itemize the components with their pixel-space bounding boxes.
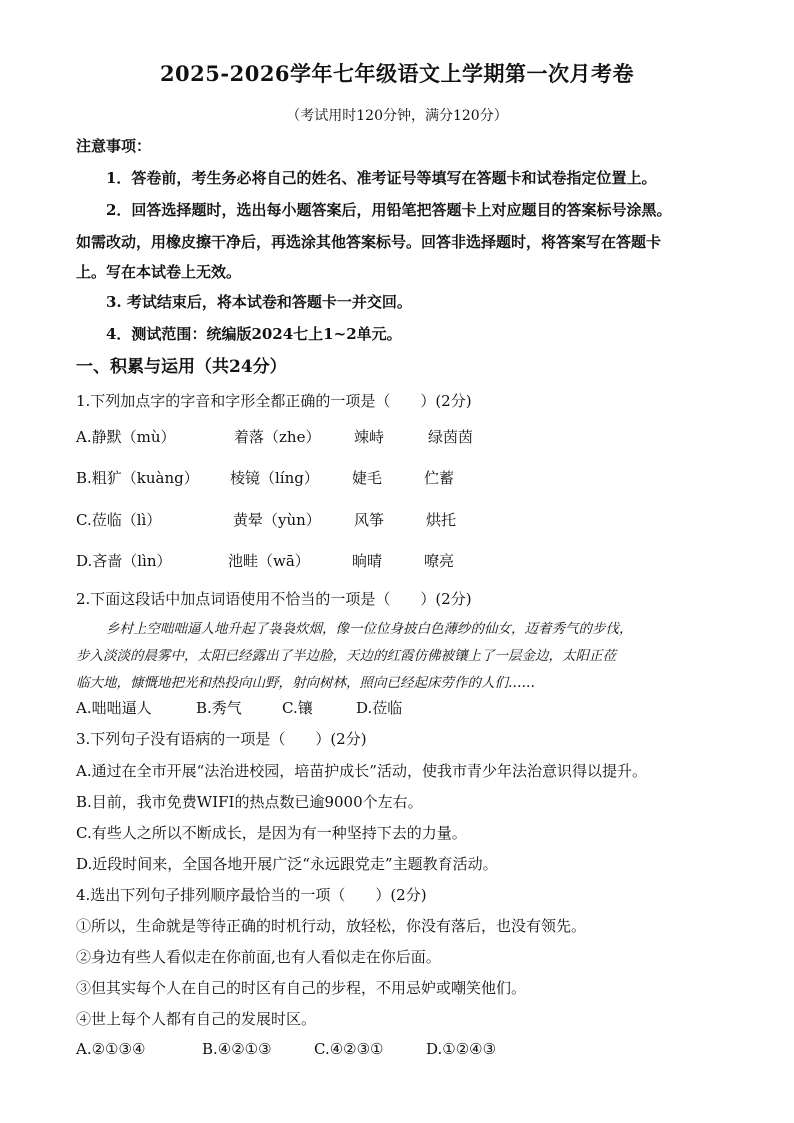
- question-3-option-a: A.通过在全市开展“法治进校园，培苗护成长”活动，使我市青少年法治意识得以提升。: [76, 762, 647, 780]
- passage-line-3: 临大地，慷慨地把光和热投向山野，射向树林，照向已经起床劳作的人们……: [76, 675, 535, 691]
- question-2-stem: 2.下面这段话中加点词语使用不恰当的一项是（ ）(2分): [76, 590, 472, 608]
- notice-item-2: 2．回答选择题时，选出每小题答案后，用铅笔把答题卡上对应题目的答案标号涂黑。: [106, 201, 672, 219]
- question-4-stem: 4.选出下列句子排列顺序最恰当的一项（ ）(2分): [76, 886, 427, 904]
- question-3-option-c: C.有些人之所以不断成长，是因为有一种坚持下去的力量。: [76, 824, 467, 842]
- passage-line-2: 步入淡淡的晨雾中，太阳已经露出了半边脸，天边的红霞仿佛被镶上了一层金边，太阳正莅: [76, 648, 616, 664]
- exam-duration-note: （考试用时120分钟，满分120分）: [286, 108, 508, 124]
- passage-line-1: 乡村上空咄咄逼人地升起了袅袅炊烟，像一位位身披白色薄纱的仙女，迈着秀气的步伐，: [106, 621, 633, 637]
- notice-item-4: 4．测试范围：统编版2024七上1~2单元。: [106, 325, 402, 343]
- question-4-sentence-3: ③但其实每个人在自己的时区有自己的步程，不用忌妒或嘲笑他们。: [76, 979, 527, 997]
- notice-item-3: 3. 考试结束后，将本试卷和答题卡一并交回。: [106, 293, 412, 311]
- notice-heading: 注意事项：: [76, 137, 152, 155]
- question-3-option-b: B.目前，我市免费WIFI的热点数已逾9000个左右。: [76, 793, 423, 811]
- notice-item-2-end: 上。写在本试卷上无效。: [76, 263, 242, 281]
- question-4-sentence-4: ④世上每个人都有自己的发展时区。: [76, 1010, 317, 1028]
- notice-item-1: 1．答卷前，考生务必将自己的姓名、准考证号等填写在答题卡和试卷指定位置上。: [106, 169, 657, 187]
- question-4-sentence-1: ①所以，生命就是等待正确的时机行动，放轻松，你没有落后，也没有领先。: [76, 917, 587, 935]
- page-title: 2025-2026学年七年级语文上学期第一次月考卷: [159, 61, 635, 86]
- exam-page: 2025-2026学年七年级语文上学期第一次月考卷 （考试用时120分钟，满分120分） 注意事项： 1．答卷前，考生务必将自己的姓名、准考证号等填写在答题卡和试卷指定位置上。 2．回答选择题时，选出每小题答案后，用铅笔把答题卡上对应题目的答案标号涂黑。 如需改动，用橡皮擦干净后，再选涂其他答案标号。回答非选择题时，将答案写在答题卡 上。写在本试卷上无效。 3. 考试结束后，将本试卷和答题卡一并交回。 4．测试范围：统编版2024七上1~2单元。 一、积累与运用（共24分） 1.下列加点字的字音和字形全都正确的一项是（ ）(2分) A.静默（mù） 着落（zhe） 竦峙 绿茵茵 B.粗犷（kuàng） 棱镜（líng） 婕毛 伫蓄 C.莅临（lì） 黄晕（yùn） 风筝 烘托 D.吝啬（lìn） 池畦（wā） 晌晴 嘹亮 2.下面这段话中加点词语使用不恰当的一项是（ ）(2分) 乡村上空咄咄逼人地升起了袅袅炊烟，像一位位身披白色薄纱的仙女，迈着秀气的步伐， 步入淡淡的晨雾中，太阳已经露出了半边脸，天边的红霞仿佛被镶上了一层金边，太阳正莅 临大地，慷慨地把光和热投向山野，射向树林，照向已经起床劳作的人们…… A.咄咄逼人 B.秀气 C.镶 D.莅临 3.下列句子没有语病的一项是（ ）(2分) A.通过在全市开展“法治进校园，培苗护成长”活动，使我市青少年法治意识得以提升。 B.目前，我市免费WIFI的热点数已逾9000个左右。 C.有些人之所以不断成长，是因为有一种坚持下去的力量。 D.近段时间来，全国各地开展广泛“永远跟党走”主题教育活动。 4.选出下列句子排列顺序最恰当的一项（ ）(2分) ①所以，生命就是等待正确的时机行动，放轻松，你没有落后，也没有领先。 ②身边有些人看似走在你前面,也有人看似走在你后面。 ③但其实每个人在自己的时区有自己的步程，不用忌妒或嘲笑他们。 ④世上每个人都有自己的发展时区。 A.②①③④ B.④②①③ C.④②③① D.①②④③: [0, 0, 794, 1123]
- question-3-stem: 3.下列句子没有语病的一项是（ ）(2分): [76, 730, 367, 748]
- section-heading: 一、积累与运用（共24分）: [76, 357, 287, 377]
- notice-item-2-cont: 如需改动，用橡皮擦干净后，再选涂其他答案标号。回答非选择题时，将答案写在答题卡: [76, 233, 662, 251]
- question-2-passage: [76, 616, 728, 697]
- question-3-option-d: D.近段时间来，全国各地开展广泛“永远跟党走”主题教育活动。: [76, 855, 498, 873]
- question-4-sentence-2: ②身边有些人看似走在你前面,也有人看似走在你后面。: [76, 948, 441, 966]
- question-1-stem: 1.下列加点字的字音和字形全都正确的一项是（ ）(2分): [76, 392, 472, 410]
